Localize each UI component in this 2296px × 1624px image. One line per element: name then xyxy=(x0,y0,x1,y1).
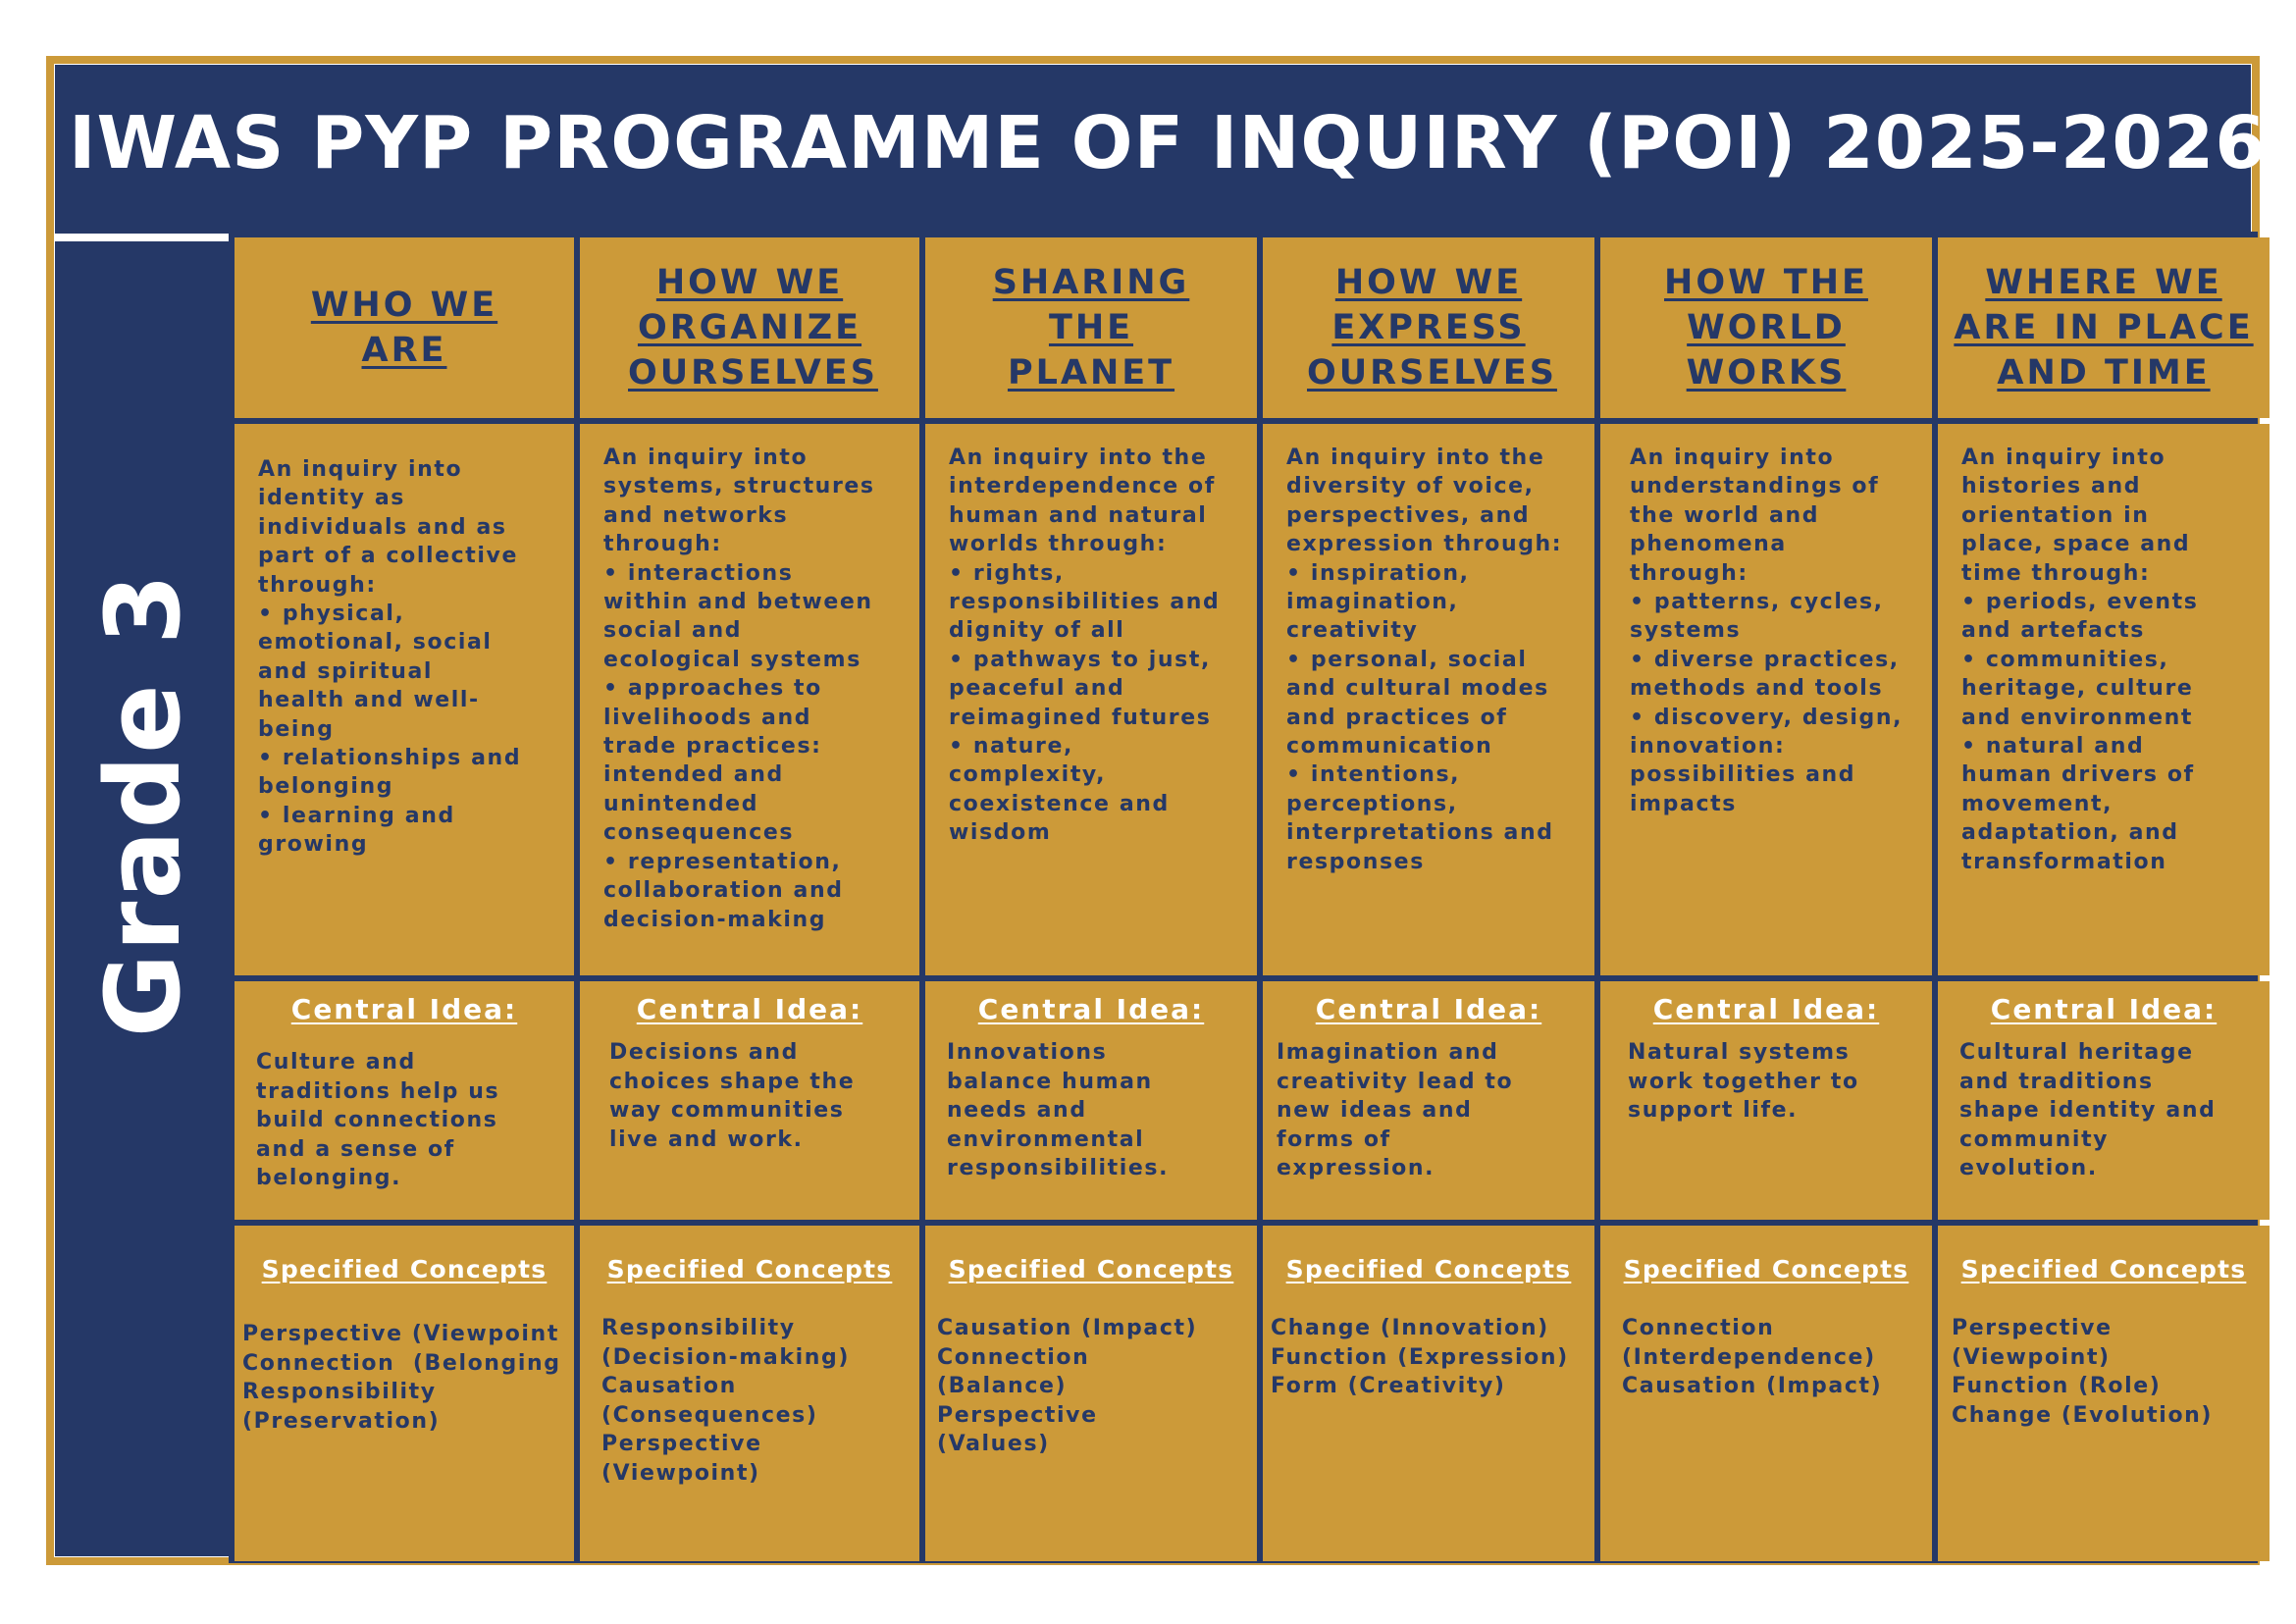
theme-cell-how-we-organize-ourselves xyxy=(580,237,919,418)
central-idea-heading: Central Idea: xyxy=(1315,993,1542,1025)
specified-concepts-heading: Specified Concepts xyxy=(1285,1255,1572,1283)
central-idea-cell xyxy=(925,981,1257,1220)
theme-description: An inquiry into the interdependence of human and natural worlds through: • rights, responsibilities and dignity of all • pathways to just, peaceful and reimagined futures • nature, complexity, coexistence and wisdom xyxy=(949,445,1221,846)
page-title: IWAS PYP PROGRAMME OF INQUIRY (POI) 2025-2026 xyxy=(69,101,2267,185)
theme-title: HOW WE EXPRESS OURSELVES xyxy=(1307,263,1557,393)
central-idea-text: Innovations balance human needs and environmental responsibilities. xyxy=(947,1040,1170,1181)
poi-grid xyxy=(229,232,2258,1563)
central-idea-heading: Central Idea: xyxy=(977,993,1205,1025)
concepts-cell xyxy=(1938,1226,2270,1561)
central-idea-text: Cultural heritage and traditions shape identity and community evolution. xyxy=(1959,1040,2217,1181)
central-idea-cell xyxy=(1263,981,1594,1220)
central-idea-cell xyxy=(580,981,919,1220)
theme-description: An inquiry into systems, structures and networks through: • interactions within and between social and ecological systems • approaches to livelihoods and trade practices: intended and unintended consequences • representation, collaboration and decision-making xyxy=(603,445,875,932)
specified-concepts-text: Change (Innovation) Function (Expression) Form (Creativity) xyxy=(1271,1316,1569,1399)
concepts-cell xyxy=(235,1226,574,1561)
specified-concepts-text: Connection (Interdependence) Causation (Impact) xyxy=(1622,1316,1883,1399)
description-cell xyxy=(235,424,574,975)
concepts-cell xyxy=(1600,1226,1932,1561)
specified-concepts-heading: Specified Concepts xyxy=(948,1255,1234,1283)
central-idea-cell xyxy=(235,981,574,1220)
specified-concepts-text: Perspective (Viewpoint Connection (Belonging Responsibility (Preservation) xyxy=(242,1322,561,1434)
theme-title: SHARING THE PLANET xyxy=(992,263,1190,393)
description-cell xyxy=(925,424,1257,975)
central-idea-text: Decisions and choices shape the way communities live and work. xyxy=(609,1040,856,1152)
central-idea-text: Culture and traditions help us build connections and a sense of belonging. xyxy=(256,1050,500,1191)
description-cell xyxy=(1263,424,1594,975)
central-idea-cell xyxy=(1938,981,2270,1220)
central-idea-cell xyxy=(1600,981,1932,1220)
theme-cell-how-we-express-ourselves xyxy=(1263,237,1594,418)
specified-concepts-heading: Specified Concepts xyxy=(261,1255,548,1283)
theme-title: WHO WE ARE xyxy=(310,286,498,370)
theme-title: WHERE WE ARE IN PLACE AND TIME xyxy=(1954,263,2254,393)
central-idea-text: Imagination and creativity lead to new ideas and forms of expression. xyxy=(1277,1040,1514,1181)
theme-title: HOW WE ORGANIZE OURSELVES xyxy=(628,263,878,393)
central-idea-heading: Central Idea: xyxy=(636,993,863,1025)
theme-cell-how-the-world-works xyxy=(1600,237,1932,418)
concepts-cell xyxy=(1263,1226,1594,1561)
theme-cell-where-we-are-in-place-and-time xyxy=(1938,237,2270,418)
description-cell xyxy=(580,424,919,975)
theme-description: An inquiry into identity as individuals and as part of a collective through: • physical, emotional, social and spiritual health and well- being • relationships and belonging • learning and growing xyxy=(258,457,522,858)
theme-description: An inquiry into histories and orientation in place, space and time through: • periods, events and artefacts • communities, heritage, culture and environment • natural and human drivers of movement, adaptation, and transformation xyxy=(1961,445,2199,874)
specified-concepts-text: Responsibility (Decision-making) Causation (Consequences) Perspective (Viewpoint) xyxy=(601,1316,850,1486)
central-idea-text: Natural systems work together to support life. xyxy=(1628,1040,1859,1124)
specified-concepts-text: Causation (Impact) Connection (Balance) Perspective (Values) xyxy=(937,1316,1198,1457)
central-idea-heading: Central Idea: xyxy=(1990,993,2218,1025)
specified-concepts-heading: Specified Concepts xyxy=(1960,1255,2247,1283)
theme-cell-sharing-the-planet xyxy=(925,237,1257,418)
central-idea-heading: Central Idea: xyxy=(290,993,518,1025)
concepts-cell xyxy=(580,1226,919,1561)
grade-label: Grade 3 xyxy=(83,571,203,1038)
description-cell xyxy=(1600,424,1932,975)
specified-concepts-heading: Specified Concepts xyxy=(1623,1255,1909,1283)
theme-description: An inquiry into understandings of the world and phenomena through: • patterns, cycles, systems • diverse practices, methods and tools • discovery, design, innovation: possibilities and impacts xyxy=(1630,445,1904,816)
concepts-cell xyxy=(925,1226,1257,1561)
theme-title: HOW THE WORLD WORKS xyxy=(1664,263,1868,393)
theme-cell-who-we-are xyxy=(235,237,574,418)
description-cell xyxy=(1938,424,2270,975)
specified-concepts-heading: Specified Concepts xyxy=(606,1255,893,1283)
specified-concepts-text: Perspective (Viewpoint) Function (Role) Change (Evolution) xyxy=(1952,1316,2214,1428)
central-idea-heading: Central Idea: xyxy=(1652,993,1880,1025)
theme-description: An inquiry into the diversity of voice, perspectives, and expression through: • inspiration, imagination, creativity • personal, social and cultural modes and practices of communication • intentions, perceptions, interpretations and responses xyxy=(1286,445,1563,874)
